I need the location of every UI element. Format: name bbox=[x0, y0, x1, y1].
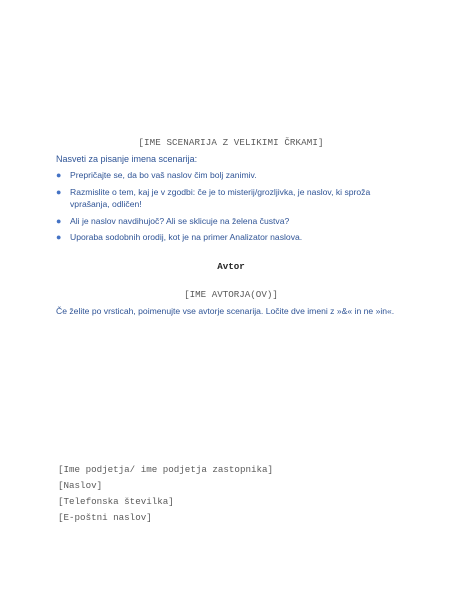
contact-company-placeholder[interactable]: [Ime podjetja/ ime podjetja zastopnika] bbox=[58, 464, 274, 475]
contact-phone-placeholder[interactable]: [Telefonska številka] bbox=[58, 496, 174, 507]
bullet-icon: ● bbox=[56, 232, 62, 242]
tip-item bbox=[56, 215, 406, 228]
bullet-icon: ● bbox=[56, 170, 62, 180]
author-note: Če želite po vrsticah, poimenujte vse avtorje scenarija. Ločite dve imeni z »&« in ne »in«. bbox=[56, 306, 395, 316]
screenplay-title-placeholder[interactable]: [IME SCENARIJA Z VELIKIMI ČRKAMI] bbox=[138, 137, 324, 148]
contact-email-placeholder[interactable]: [E-poštni naslov] bbox=[58, 512, 152, 523]
contact-address-placeholder[interactable]: [Naslov] bbox=[58, 480, 103, 491]
tips-heading: Nasveti za pisanje imena scenarija: bbox=[56, 154, 198, 164]
tip-text: Uporaba sodobnih orodij, kot je na primer Analizator naslova. bbox=[70, 232, 303, 242]
tip-item bbox=[56, 169, 406, 182]
contact-block bbox=[58, 462, 273, 526]
tip-text: Razmislite o tem, kaj je v zgodbi: če je to misterij/grozljivka, je naslov, ki sproža vprašanja, odličen! bbox=[70, 186, 371, 209]
bullet-icon: ● bbox=[56, 215, 62, 226]
tip-text: Ali je naslov navdihujoč? Ali se sklicuje na želena čustva? bbox=[70, 215, 290, 226]
bullet-icon: ● bbox=[56, 186, 62, 197]
tips-list bbox=[56, 165, 406, 244]
author-name-placeholder[interactable]: [IME AVTORJA(OV)] bbox=[184, 289, 278, 300]
author-heading: Avtor bbox=[217, 261, 245, 272]
tip-text: Prepričajte se, da bo vaš naslov čim bolj zanimiv. bbox=[70, 170, 257, 180]
tip-item bbox=[56, 231, 406, 244]
tip-item bbox=[56, 186, 406, 211]
